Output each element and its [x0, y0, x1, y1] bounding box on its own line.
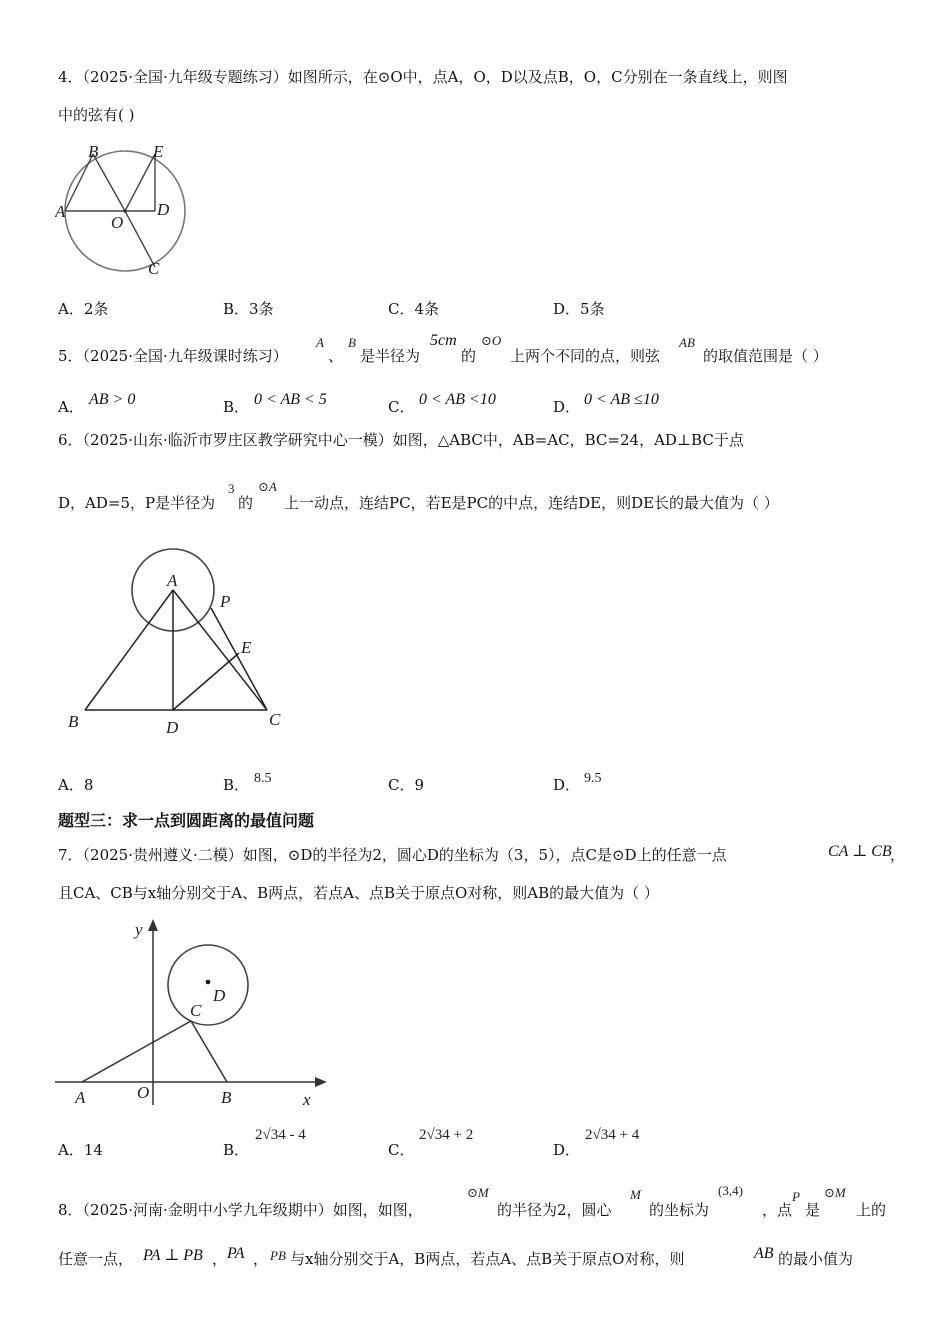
- q5-text1: 是半径为: [360, 347, 421, 365]
- q4-option-d: D．5条: [553, 300, 605, 318]
- q8-text5: 上的: [856, 1201, 887, 1219]
- q7-line1-end: ，: [890, 846, 906, 864]
- q4-circle-figure: [55, 140, 205, 280]
- q7-option-d-letter: D．: [553, 1141, 581, 1159]
- q7-line2: 且CA、CB与x轴分别交于A、B两点，若点A、点B关于原点O对称，则AB的最大值为（ ）: [58, 884, 659, 902]
- q6-option-a: A．8: [58, 776, 94, 794]
- q5-option-a-letter: A．: [58, 398, 84, 416]
- label-P: P: [220, 592, 231, 611]
- q5-comma: 、: [328, 347, 344, 365]
- q8-line2a: 任意一点，: [58, 1250, 134, 1268]
- q8-p: P: [792, 1189, 800, 1204]
- q5-suffix: 的取值范围是（ ）: [703, 347, 828, 365]
- q8-pa: PA: [227, 1245, 245, 1262]
- q5-option-c-letter: C．: [388, 398, 415, 416]
- label-x: x: [303, 1090, 311, 1109]
- label-O: O: [137, 1083, 150, 1102]
- q8-circle-m: ⊙M: [467, 1185, 489, 1200]
- label-O: O: [111, 213, 124, 232]
- q7-option-b-letter: B．: [223, 1141, 250, 1159]
- label-A: A: [55, 202, 66, 221]
- q6-radius: 3: [228, 481, 235, 496]
- q5-prefix: 5．（2025·全国·九年级课时练习）: [58, 347, 288, 365]
- q5-option-d-letter: D．: [553, 398, 581, 416]
- label-B: B: [221, 1088, 232, 1107]
- q4-line2: 中的弦有( ): [58, 106, 135, 124]
- label-B: B: [68, 712, 79, 731]
- q5-point-a: A: [316, 335, 324, 350]
- q5-option-b-expr: 0 < AB < 5: [254, 391, 327, 408]
- q7-perp: CA ⊥ CB: [828, 843, 892, 860]
- q4-option-c: C．4条: [388, 300, 440, 318]
- label-A: A: [167, 571, 178, 590]
- q6-line2a: D，AD=5，P是半径为: [58, 494, 216, 512]
- q6-option-b-letter: B．: [223, 776, 250, 794]
- q8-coord: (3,4): [718, 1183, 743, 1198]
- q7-option-c-expr: 2√34 + 2: [419, 1127, 474, 1143]
- q8-ab: AB: [754, 1245, 774, 1262]
- q8-comma2: ，: [253, 1250, 269, 1268]
- q5-option-d-expr: 0 < AB ≤10: [584, 391, 659, 408]
- q8-perp: PA ⊥ PB: [143, 1247, 203, 1264]
- q6-option-c: C．9: [388, 776, 425, 794]
- label-C: C: [269, 710, 281, 729]
- q7-option-a: A．14: [58, 1141, 103, 1159]
- label-D: D: [213, 986, 226, 1005]
- q5-point-b: B: [348, 335, 356, 350]
- label-A: A: [75, 1088, 86, 1107]
- label-E: E: [153, 142, 164, 161]
- label-B: B: [88, 142, 99, 161]
- q8-comma1: ，: [212, 1250, 228, 1268]
- section-heading: 题型三：求一点到圆距离的最值问题: [58, 811, 315, 830]
- label-D: D: [166, 718, 179, 737]
- q8-text4: 是: [805, 1201, 821, 1219]
- label-D: D: [157, 200, 170, 219]
- q5-circle: ⊙O: [481, 333, 502, 348]
- q5-text2: 的: [461, 347, 477, 365]
- label-C: C: [190, 1001, 202, 1020]
- q8-pb: PB: [270, 1248, 286, 1263]
- q8-line2c: 的最小值为: [778, 1250, 854, 1268]
- q8-prefix: 8．（2025·河南·金明中小学九年级期中）如图，如图，: [58, 1201, 423, 1219]
- q8-m: M: [630, 1187, 641, 1202]
- q6-option-b-expr: 8.5: [254, 771, 272, 786]
- q8-line2b: 与x轴分别交于A，B两点，若点A、点B关于原点O对称，则: [290, 1250, 685, 1268]
- q6-triangle-figure: [60, 540, 300, 740]
- q6-line2c: 上一动点，连结PC，若E是PC的中点，连结DE，则DE长的最大值为（ ）: [284, 494, 779, 512]
- q5-option-a-expr: AB > 0: [89, 391, 136, 408]
- q8-circle-m2: ⊙M: [824, 1185, 846, 1200]
- q7-coordinate-figure: [55, 915, 335, 1110]
- q4-line1: 4．（2025·全国·九年级专题练习）如图所示，在⊙O中，点A，O，D以及点B，O，C分别在一条直线上，则图: [58, 68, 788, 86]
- q8-text2: 的坐标为: [649, 1201, 710, 1219]
- q5-option-c-expr: 0 < AB <10: [419, 391, 496, 408]
- label-y: y: [135, 920, 143, 939]
- q6-line1: 6．（2025·山东·临沂市罗庄区教学研究中心一模）如图，△ABC中，AB=AC，BC=24，AD⊥BC于点: [58, 431, 744, 449]
- q6-option-d-letter: D．: [553, 776, 581, 794]
- q4-option-a: A．2条: [58, 300, 109, 318]
- q6-circle: ⊙A: [258, 479, 277, 494]
- label-E: E: [241, 638, 252, 657]
- q5-ab: AB: [679, 335, 695, 350]
- q6-option-d-expr: 9.5: [584, 771, 602, 786]
- q7-option-d-expr: 2√34 + 4: [585, 1127, 640, 1143]
- q5-option-b-letter: B．: [223, 398, 250, 416]
- q5-radius: 5cm: [430, 332, 457, 349]
- label-C: C: [148, 259, 160, 278]
- q7-line1: 7．（2025·贵州遵义·二模）如图，⊙D的半径为2，圆心D的坐标为（3，5），点C是⊙D上的任意一点: [58, 846, 727, 864]
- q4-option-b: B．3条: [223, 300, 274, 318]
- q8-text3: ，点: [762, 1201, 793, 1219]
- q7-option-c-letter: C．: [388, 1141, 415, 1159]
- q6-line2b: 的: [238, 494, 254, 512]
- q5-text3: 上两个不同的点，则弦: [510, 347, 661, 365]
- q7-option-b-expr: 2√34 - 4: [255, 1127, 306, 1143]
- q8-text1: 的半径为2，圆心: [497, 1201, 612, 1219]
